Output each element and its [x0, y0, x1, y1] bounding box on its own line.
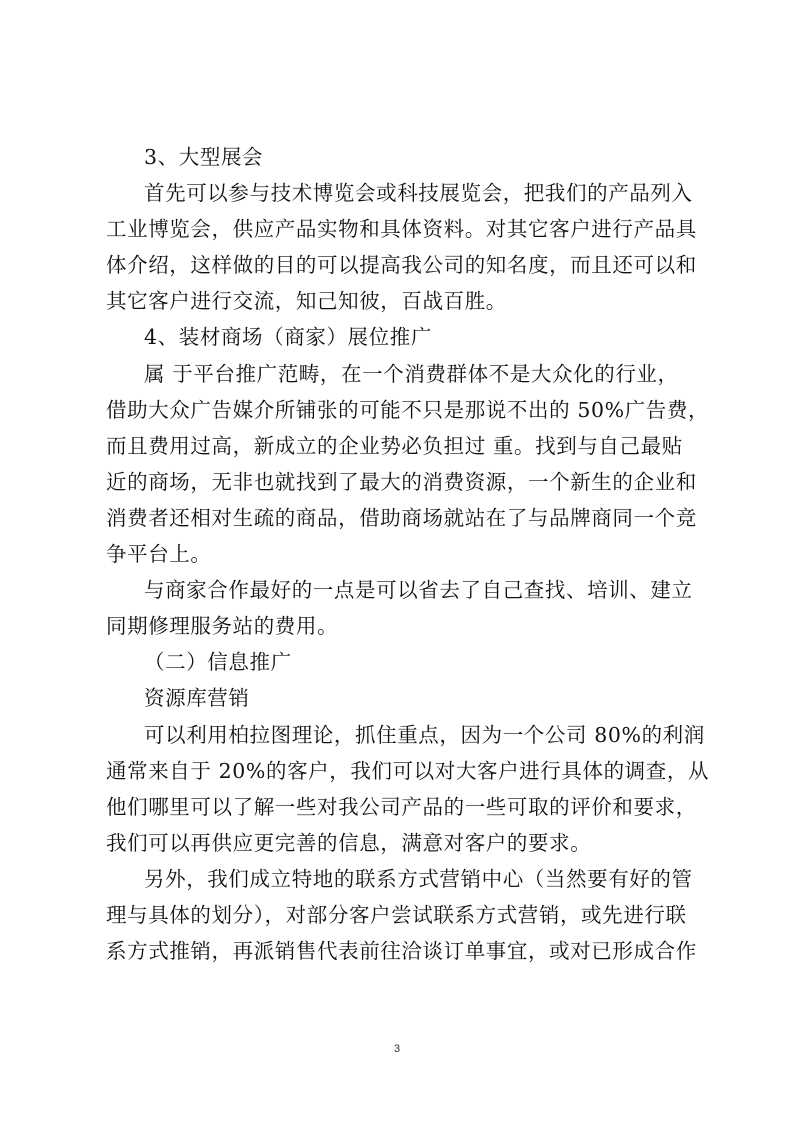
heading-mall-booth-promotion: 4、装材商场（商家）展位推广	[144, 325, 432, 349]
paragraph-line: 工业博览会，供应产品实物和具体资料。对其它客户进行产品具	[106, 217, 697, 241]
heading-large-exhibition: 3、大型展会	[144, 145, 264, 169]
paragraph-line: 同期修理服务站的费用。	[106, 614, 339, 638]
paragraph-line: 理与具体的划分），对部分客户尝试联系方式营销，或先进行联	[106, 903, 687, 927]
paragraph-line: 他们哪里可以了解一些对我公司产品的一些可取的评价和要求，	[106, 795, 697, 819]
paragraph-line: 消费者还相对生疏的商品，借助商场就站在了与品牌商同一个竞	[106, 506, 697, 530]
paragraph-line: 可以利用柏拉图理论，抓住重点，因为一个公司 80%的利润	[144, 723, 705, 747]
paragraph-line: 而且费用过高，新成立的企业势必负担过 重。找到与自己最贴	[106, 434, 683, 458]
paragraph-line: 属 于平台推广范畴，在一个消费群体不是大众化的行业，	[144, 362, 679, 386]
paragraph-line: 首先可以参与技术博览会或科技展览会，把我们的产品列入	[144, 181, 693, 205]
page-number: 3	[393, 1043, 401, 1055]
paragraph-line: 借助大众广告媒介所铺张的可能不只是那说不出的 50%广告费，	[106, 398, 710, 422]
paragraph-line: 我们可以再供应更完善的信息，满意对客户的要求。	[106, 831, 592, 855]
heading-resource-database-marketing: 资源库营销	[144, 686, 250, 710]
paragraph-line: 体介绍，这样做的目的可以提高我公司的知名度，而且还可以和	[106, 253, 697, 277]
heading-information-promotion: （二）信息推广	[144, 650, 292, 674]
paragraph-line: 系方式推销，再派销售代表前往洽谈订单事宜，或对已形成合作	[106, 939, 697, 963]
paragraph-line: 争平台上。	[106, 542, 212, 566]
paragraph-line: 另外，我们成立特地的联系方式营销中心（当然要有好的管	[144, 867, 693, 891]
paragraph-line: 与商家合作最好的一点是可以省去了自己查找、培训、建立	[144, 578, 693, 602]
paragraph-line: 其它客户进行交流，知己知彼，百战百胜。	[106, 289, 507, 313]
paragraph-line: 通常来自于 20%的客户，我们可以对大客户进行具体的调查，从	[106, 759, 710, 783]
paragraph-line: 近的商场，无非也就找到了最大的消费资源，一个新生的企业和	[106, 470, 697, 494]
